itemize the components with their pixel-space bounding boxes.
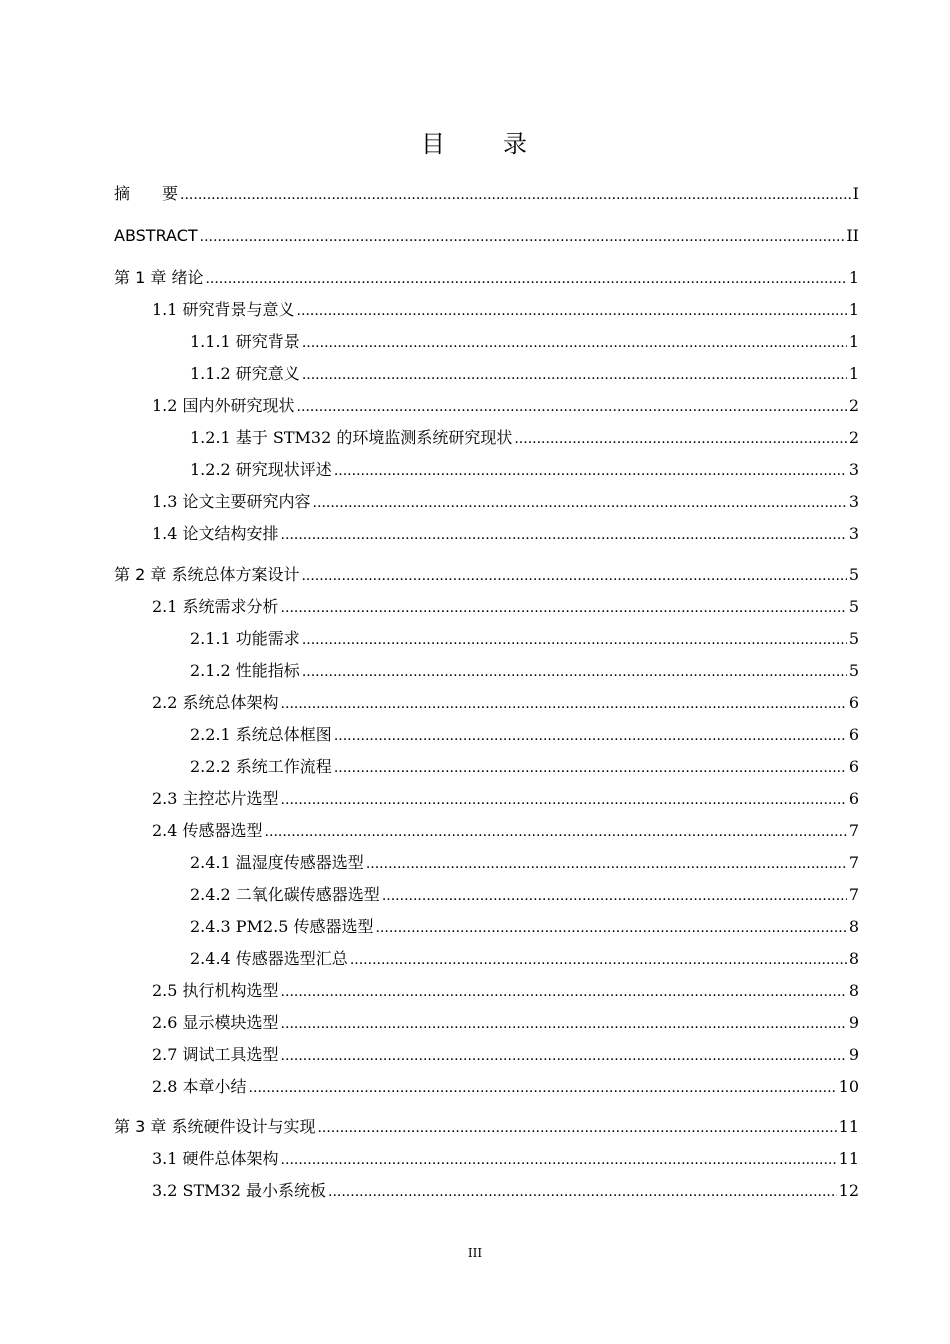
toc-entry-label: 1.2 国内外研究现状 bbox=[152, 396, 295, 415]
toc-dot-leader bbox=[334, 460, 847, 481]
toc-dot-leader bbox=[313, 492, 847, 513]
toc-entry-label: 2.4.4 传感器选型汇总 bbox=[190, 949, 348, 968]
toc-dot-leader bbox=[249, 1077, 837, 1098]
toc-dot-leader bbox=[328, 1181, 837, 1202]
toc-entry-page: 7 bbox=[848, 821, 859, 840]
toc-entry-page: 1 bbox=[848, 332, 859, 351]
toc-dot-leader bbox=[302, 629, 847, 650]
toc-dot-leader bbox=[297, 396, 847, 417]
toc-entry-label: 2.4.1 温湿度传感器选型 bbox=[190, 853, 364, 872]
toc-entry-page: 8 bbox=[848, 917, 859, 936]
toc-entry[interactable] bbox=[152, 1181, 859, 1202]
toc-dot-leader bbox=[297, 300, 847, 321]
toc-title-right: 录 bbox=[503, 130, 529, 158]
toc-entry-page: 8 bbox=[848, 949, 859, 968]
toc-entry-label: 2.3 主控芯片选型 bbox=[152, 789, 279, 808]
toc-dot-leader bbox=[350, 949, 847, 970]
toc-dot-leader bbox=[281, 1149, 837, 1170]
toc-entry-label: 2.1 系统需求分析 bbox=[152, 597, 279, 616]
toc-entry[interactable] bbox=[152, 396, 859, 417]
toc-entry[interactable] bbox=[152, 300, 859, 321]
toc-dot-leader bbox=[180, 184, 851, 205]
toc-entry[interactable] bbox=[190, 629, 859, 650]
toc-entry-label: 2.7 调试工具选型 bbox=[152, 1045, 279, 1064]
toc-entry[interactable] bbox=[152, 597, 859, 618]
toc-entry-label: 2.1.2 性能指标 bbox=[190, 661, 300, 680]
toc-dot-leader bbox=[281, 693, 847, 714]
toc-dot-leader bbox=[265, 821, 847, 842]
toc-entry-label: 2.1.1 功能需求 bbox=[190, 629, 300, 648]
toc-entry[interactable] bbox=[190, 725, 859, 746]
toc-entry-label: 2.5 执行机构选型 bbox=[152, 981, 279, 1000]
toc-entry-page: 11 bbox=[838, 1149, 859, 1168]
toc-entry-page: I bbox=[852, 184, 859, 203]
toc-entry[interactable] bbox=[114, 565, 859, 586]
toc-dot-leader bbox=[281, 524, 847, 545]
toc-entry-page: 1 bbox=[848, 300, 859, 319]
toc-dot-leader bbox=[301, 565, 846, 586]
toc-entry[interactable] bbox=[152, 1077, 859, 1098]
toc-entry-label: 2.8 本章小结 bbox=[152, 1077, 247, 1096]
toc-entry[interactable] bbox=[152, 1149, 859, 1170]
toc-entry-page: 5 bbox=[848, 597, 859, 616]
toc-entry-page: 8 bbox=[848, 981, 859, 1000]
toc-dot-leader bbox=[302, 661, 847, 682]
toc-entry[interactable] bbox=[190, 364, 859, 385]
toc-entry[interactable] bbox=[114, 1117, 859, 1138]
toc-entry-page: 6 bbox=[848, 693, 859, 712]
toc-entry[interactable] bbox=[190, 460, 859, 481]
toc-entry-label: 1.4 论文结构安排 bbox=[152, 524, 279, 543]
toc-entry[interactable] bbox=[152, 492, 859, 513]
toc-entry-page: 9 bbox=[848, 1013, 859, 1032]
toc-entry-label: 第 1 章 绪论 bbox=[114, 268, 204, 287]
toc-entry[interactable] bbox=[114, 226, 859, 247]
toc-entry-page: 9 bbox=[848, 1045, 859, 1064]
toc-entry-page: 7 bbox=[848, 885, 859, 904]
toc-dot-leader bbox=[302, 364, 847, 385]
toc-entry[interactable] bbox=[152, 981, 859, 1002]
toc-entry[interactable] bbox=[190, 661, 859, 682]
toc-dot-leader bbox=[514, 428, 846, 449]
toc-entry[interactable] bbox=[152, 789, 859, 810]
toc-entry-label: 1.3 论文主要研究内容 bbox=[152, 492, 311, 511]
toc-entry-page: 5 bbox=[848, 565, 859, 584]
toc-dot-leader bbox=[281, 789, 847, 810]
toc-entry-page: 5 bbox=[848, 629, 859, 648]
toc-dot-leader bbox=[317, 1117, 836, 1138]
toc-entry[interactable] bbox=[190, 332, 859, 353]
toc-entry-label: 2.4.2 二氧化碳传感器选型 bbox=[190, 885, 380, 904]
toc-entry-page: 10 bbox=[838, 1077, 859, 1096]
toc-entry-label: 2.6 显示模块选型 bbox=[152, 1013, 279, 1032]
toc-entry[interactable] bbox=[152, 524, 859, 545]
toc-dot-leader bbox=[205, 268, 846, 289]
toc-dot-leader bbox=[281, 981, 847, 1002]
toc-dot-leader bbox=[302, 332, 847, 353]
toc-entry-label: 1.2.2 研究现状评述 bbox=[190, 460, 332, 479]
toc-entry[interactable] bbox=[152, 821, 859, 842]
toc-entry-label: 3.1 硬件总体架构 bbox=[152, 1149, 279, 1168]
toc-entry-label: 1.2.1 基于 STM32 的环境监测系统研究现状 bbox=[190, 428, 513, 447]
toc-entry-label: 2.2 系统总体架构 bbox=[152, 693, 279, 712]
toc-dot-leader bbox=[382, 885, 847, 906]
toc-entry-label: 3.2 STM32 最小系统板 bbox=[152, 1181, 326, 1200]
toc-entry-label: 1.1.2 研究意义 bbox=[190, 364, 300, 383]
toc-entry-page: 7 bbox=[848, 853, 859, 872]
toc-entry-page: 6 bbox=[848, 725, 859, 744]
toc-entry-page: 6 bbox=[848, 789, 859, 808]
toc-dot-leader bbox=[281, 597, 847, 618]
toc-entry-page: 2 bbox=[848, 428, 859, 447]
toc-entry[interactable] bbox=[190, 757, 859, 778]
toc-dot-leader bbox=[334, 757, 847, 778]
toc-entry-label: 第 3 章 系统硬件设计与实现 bbox=[114, 1117, 316, 1136]
toc-entry-label: 1.1 研究背景与意义 bbox=[152, 300, 295, 319]
toc-entry-label: 2.2.1 系统总体框图 bbox=[190, 725, 332, 744]
toc-entry[interactable] bbox=[152, 1045, 859, 1066]
toc-entry-page: 12 bbox=[838, 1181, 859, 1200]
toc-entry-label: 2.4.3 PM2.5 传感器选型 bbox=[190, 917, 374, 936]
toc-entry-label: 2.4 传感器选型 bbox=[152, 821, 263, 840]
toc-entry-page: 6 bbox=[848, 757, 859, 776]
toc-dot-leader bbox=[334, 725, 847, 746]
toc-entry-page: 2 bbox=[848, 396, 859, 415]
toc-entry[interactable] bbox=[190, 949, 859, 970]
toc-entry-page: 5 bbox=[848, 661, 859, 680]
toc-entry-label: 2.2.2 系统工作流程 bbox=[190, 757, 332, 776]
toc-entry[interactable] bbox=[190, 853, 859, 874]
toc-dot-leader bbox=[281, 1013, 847, 1034]
toc-dot-leader bbox=[200, 226, 845, 247]
toc-entry[interactable] bbox=[152, 693, 859, 714]
toc-entry-label: 1.1.1 研究背景 bbox=[190, 332, 300, 351]
toc-dot-leader bbox=[366, 853, 847, 874]
toc-entry[interactable] bbox=[190, 885, 859, 906]
toc-entry-page: 1 bbox=[848, 268, 859, 287]
toc-entry-label: 摘 要 bbox=[114, 184, 179, 203]
toc-entry-page: 1 bbox=[848, 364, 859, 383]
toc-entry[interactable] bbox=[152, 1013, 859, 1034]
toc-title-left: 目 bbox=[421, 130, 447, 158]
toc-entry[interactable] bbox=[190, 917, 859, 938]
toc-entry-page: II bbox=[846, 226, 859, 245]
toc-entry[interactable] bbox=[114, 268, 859, 289]
page-number: III bbox=[467, 1246, 483, 1260]
toc-entry[interactable] bbox=[190, 428, 859, 449]
toc-entry-page: 3 bbox=[848, 492, 859, 511]
toc-entry-page: 11 bbox=[838, 1117, 859, 1136]
toc-entry-page: 3 bbox=[848, 460, 859, 479]
toc-dot-leader bbox=[375, 917, 846, 938]
toc-entry-page: 3 bbox=[848, 524, 859, 543]
toc-entry-label: ABSTRACT bbox=[114, 226, 198, 245]
toc-entry-label: 第 2 章 系统总体方案设计 bbox=[114, 565, 300, 584]
toc-dot-leader bbox=[281, 1045, 847, 1066]
toc-entry[interactable] bbox=[114, 184, 859, 205]
